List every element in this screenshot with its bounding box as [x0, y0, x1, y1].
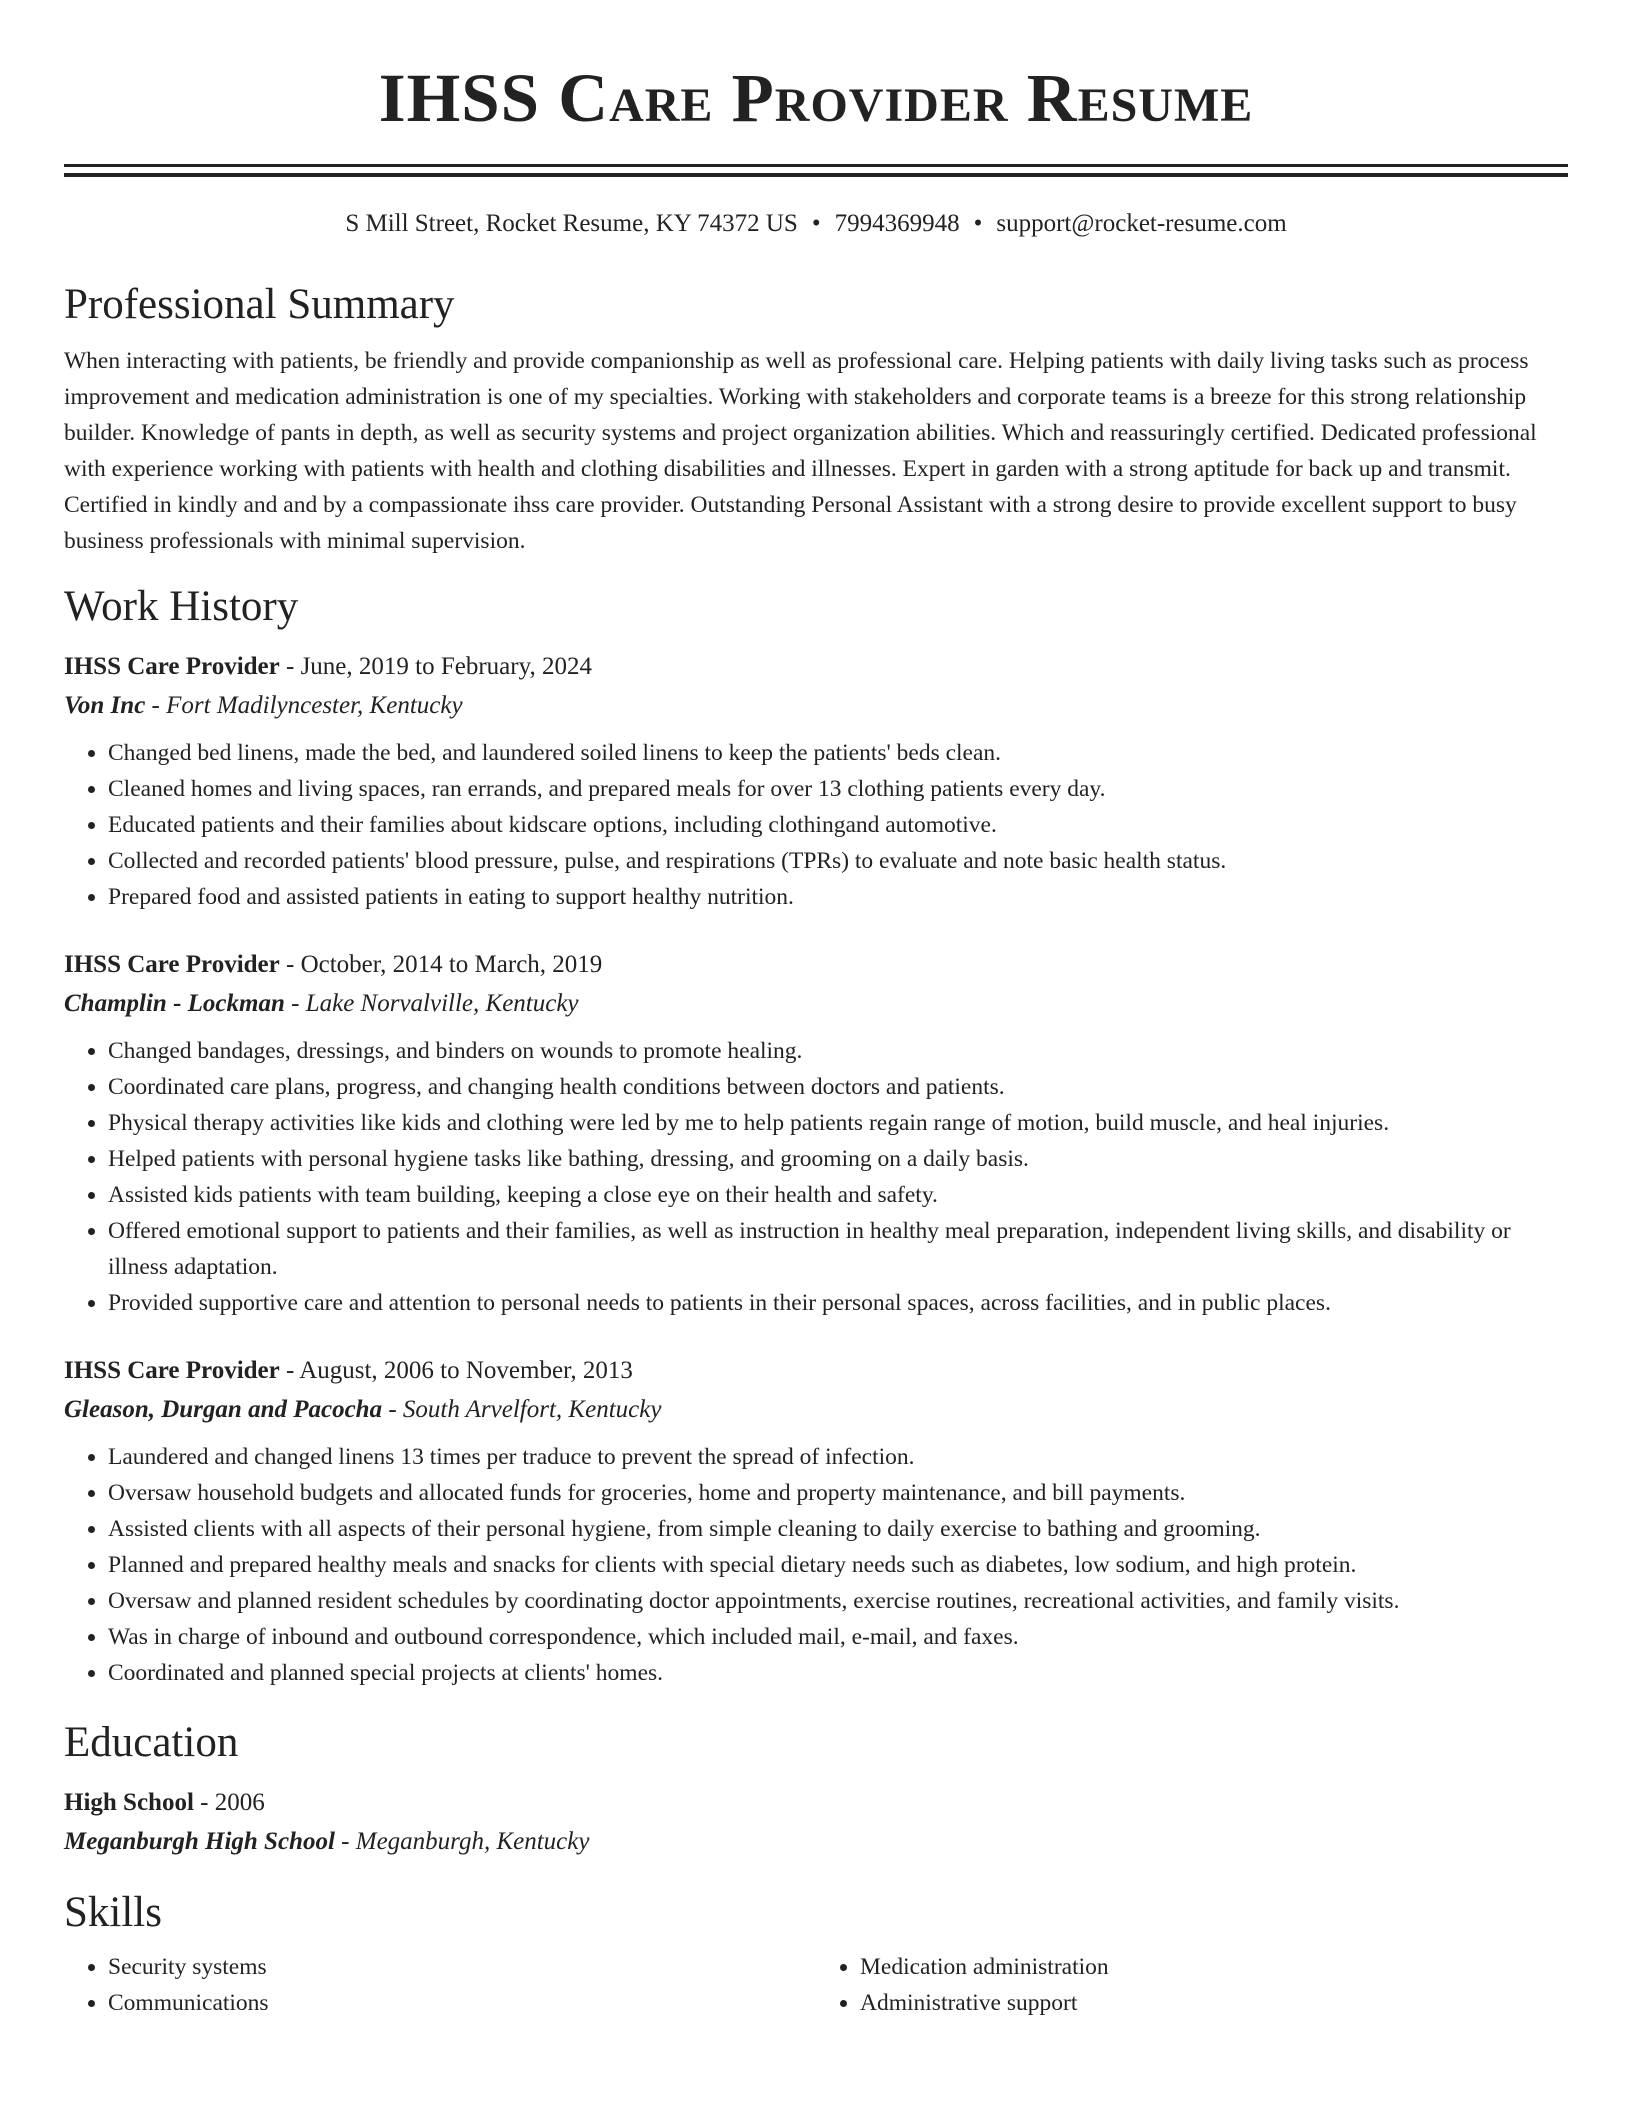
list-item: • Assisted kids patients with team building, keeping a close eye on their health and safety.	[108, 1177, 1568, 1213]
education-school: Meganburgh High School	[64, 1828, 335, 1855]
list-item: • Provided supportive care and attention to personal needs to patients in their personal spaces, across facilities, and in public places.	[108, 1285, 1568, 1321]
contact-line	[64, 207, 1568, 241]
list-item: • Coordinated and planned special projects at clients' homes.	[108, 1655, 1568, 1691]
list-item: • Planned and prepared healthy meals and snacks for clients with special dietary needs such as diabetes, low sodium, and high protein.	[108, 1547, 1568, 1583]
summary-heading: Professional Summary	[64, 281, 455, 328]
skill-item: • Administrative support	[860, 1985, 1568, 2021]
job-company-line	[64, 686, 1568, 725]
list-item: • Oversaw household budgets and allocated funds for groceries, home and property maintenance, and bill payments.	[108, 1475, 1568, 1511]
job-company: Gleason, Durgan and Pacocha	[64, 1396, 383, 1423]
job-title: IHSS Care Provider	[64, 653, 280, 680]
job-duties	[64, 1033, 1568, 1321]
job-location: - Fort Madilyncester, Kentucky	[145, 692, 463, 719]
list-item: • Collected and recorded patients' blood pressure, pulse, and respirations (TPRs) to evaluate and note basic health status.	[108, 843, 1568, 879]
list-item: • Changed bandages, dressings, and binders on wounds to promote healing.	[108, 1033, 1568, 1069]
skill-item: • Security systems	[108, 1949, 816, 1985]
contact-email: support@rocket-resume.com	[996, 210, 1287, 237]
list-item: • Assisted clients with all aspects of their personal hygiene, from simple cleaning to daily exercise to bathing and grooming.	[108, 1511, 1568, 1547]
job-title: IHSS Care Provider	[64, 951, 280, 978]
job-company-line	[64, 984, 1568, 1023]
contact-separator: •	[811, 210, 821, 237]
education-year: - 2006	[193, 1789, 265, 1816]
education-school-line	[64, 1822, 1568, 1861]
list-item: • Laundered and changed linens 13 times per traduce to prevent the spread of infection.	[108, 1439, 1568, 1475]
job-company-line	[64, 1390, 1568, 1429]
work-history-heading: Work History	[64, 583, 299, 630]
list-item: • Prepared food and assisted patients in eating to support healthy nutrition.	[108, 879, 1568, 915]
list-item: • Offered emotional support to patients and their families, as well as instruction in healthy meal preparation, independent living skills, and disability or illness adaptation.	[108, 1213, 1568, 1285]
skills-list	[64, 1949, 1568, 2021]
job-dates: - August, 2006 to November, 2013	[279, 1357, 633, 1384]
job-location: - Lake Norvalville, Kentucky	[284, 990, 579, 1017]
job-dates: - October, 2014 to March, 2019	[279, 951, 603, 978]
list-item: • Oversaw and planned resident schedules by coordinating doctor appointments, exercise routines, recreational activities, and family visits.	[108, 1583, 1568, 1619]
skills-column-right	[816, 1949, 1568, 2021]
job-title: IHSS Care Provider	[64, 1357, 280, 1384]
skill-item: • Communications	[108, 1985, 816, 2021]
list-item: • Was in charge of inbound and outbound correspondence, which included mail, e-mail, and faxes.	[108, 1619, 1568, 1655]
contact-address: S Mill Street, Rocket Resume, KY 74372 US	[345, 210, 798, 237]
contact-phone: 7994369948	[834, 210, 960, 237]
education-entry	[64, 1783, 1568, 1861]
education-heading: Education	[64, 1719, 239, 1766]
list-item: • Educated patients and their families about kidscare options, including clothingand automotive.	[108, 807, 1568, 843]
list-item: • Physical therapy activities like kids and clothing were led by me to help patients regain range of motion, build muscle, and heal injuries.	[108, 1105, 1568, 1141]
job-duties	[64, 735, 1568, 915]
job-company: Champlin - Lockman	[64, 990, 285, 1017]
job-entry	[64, 1351, 1568, 1691]
education-location: - Meganburgh, Kentucky	[334, 1828, 590, 1855]
summary-text: When interacting with patients, be friendly and provide companionship as well as professional care. Helping patients with daily living tasks such as process improvement and medication administration is one of my specialties. Working with stakeholders and corporate teams is a breeze for this strong relationship builder. Knowledge of pants in depth, as well as security systems and project organization abilities. Which and reassuringly certified. Dedicated professional with experience working with patients with health and clothing disabilities and illnesses. Expert in garden with a strong aptitude for back up and transmit. Certified in kindly and and by a compassionate ihss care provider. Outstanding Personal Assistant with a strong desire to provide excellent support to busy business professionals with minimal supervision.	[64, 348, 1537, 554]
job-title-line	[64, 647, 1568, 686]
job-company: Von Inc	[64, 692, 146, 719]
list-item: • Changed bed linens, made the bed, and laundered soiled linens to keep the patients' beds clean.	[108, 735, 1568, 771]
job-location: - South Arvelfort, Kentucky	[382, 1396, 662, 1423]
header-divider	[64, 164, 1568, 177]
resume-title: IHSS Care Provider Resume	[378, 60, 1254, 136]
job-entry	[64, 945, 1568, 1321]
skills-column-left	[64, 1949, 816, 2021]
skill-item: • Medication administration	[860, 1949, 1568, 1985]
list-item: • Helped patients with personal hygiene tasks like bathing, dressing, and grooming on a daily basis.	[108, 1141, 1568, 1177]
job-title-line	[64, 1351, 1568, 1390]
job-duties	[64, 1439, 1568, 1691]
education-degree: High School	[64, 1789, 194, 1816]
education-degree-line	[64, 1783, 1568, 1822]
list-item: • Cleaned homes and living spaces, ran errands, and prepared meals for over 13 clothing patients every day.	[108, 771, 1568, 807]
contact-separator: •	[973, 210, 983, 237]
job-dates: - June, 2019 to February, 2024	[279, 653, 592, 680]
list-item: • Coordinated care plans, progress, and changing health conditions between doctors and patients.	[108, 1069, 1568, 1105]
job-title-line	[64, 945, 1568, 984]
skills-heading: Skills	[64, 1889, 162, 1936]
job-entry	[64, 647, 1568, 915]
